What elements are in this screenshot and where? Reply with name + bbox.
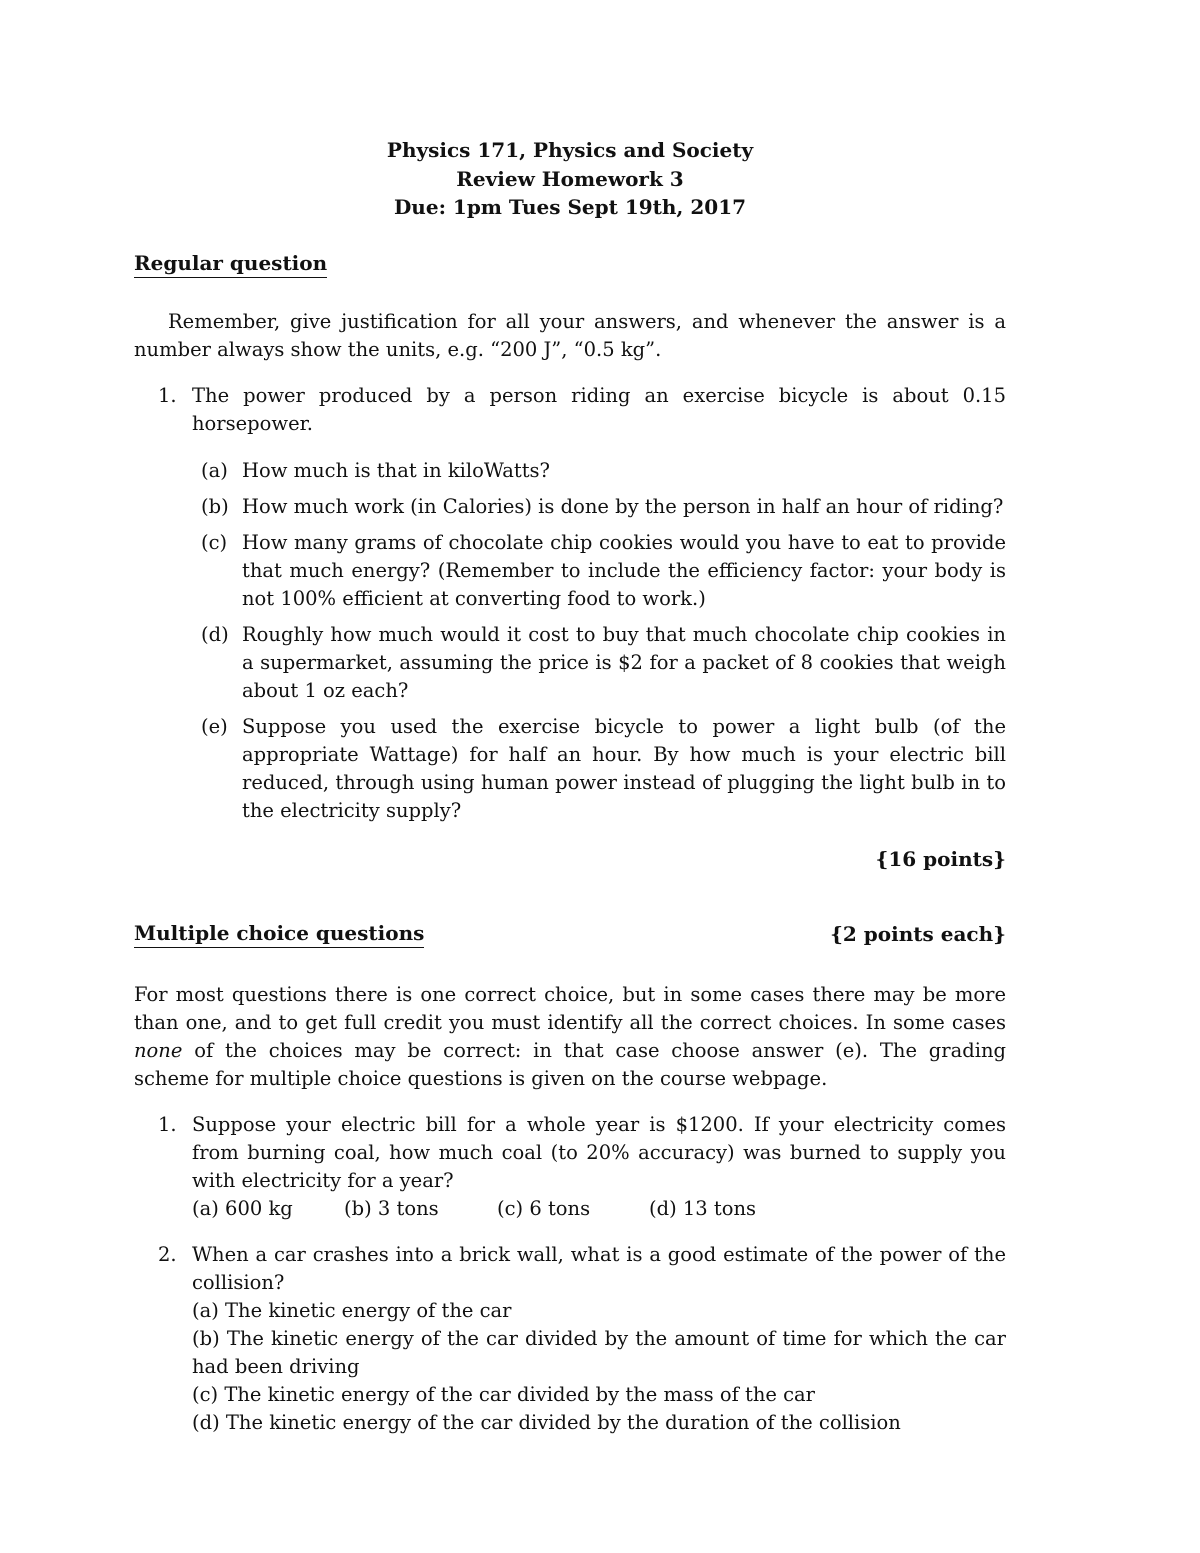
regular-intro: Remember, give justification for all your answers, and whenever the answer is a number always show the units, e.g. “200 J”, “0.5 kg”. <box>134 309 1006 361</box>
subquestion-label: (d) <box>201 622 229 646</box>
subquestion-label: (a) <box>201 458 228 482</box>
mc-intro-post: of the choices may be correct: in that case choose answer (e). The grading scheme for multiple choice questions is given on the course webpage. <box>134 1038 1006 1090</box>
subquestion-c <box>201 529 1006 613</box>
subquestion-label: (c) <box>201 530 228 554</box>
mc-intro <box>134 981 1006 1093</box>
subquestion-text: Roughly how much would it cost to buy that much chocolate chip cookies in a supermarket, assuming the price is $2 for a packet of 8 cookies that weigh about 1 oz each? <box>242 622 1006 702</box>
mc-intro-pre: For most questions there is one correct choice, but in some cases there may be more than one, and to get full credit you must identify all the correct choices. In some cases <box>134 982 1006 1034</box>
subquestion-text: How much work (in Calories) is done by the person in half an hour of riding? <box>242 494 1004 518</box>
mc-question-1 <box>158 1111 1006 1223</box>
question-number: 1. <box>158 383 177 407</box>
question-text: Suppose your electric bill for a whole year is $1200. If your electricity comes from burning coal, how much coal (to 20% accuracy) was burned to supply you with electricity for a year? <box>192 1112 1006 1192</box>
regular-points: {16 points} <box>875 846 1006 871</box>
question-text: The power produced by a person riding an exercise bicycle is about 0.15 horsepower. <box>192 383 1006 435</box>
due-date: Due: 1pm Tues Sept 19th, 2017 <box>393 195 747 219</box>
mc-question-2 <box>158 1241 1006 1437</box>
subquestion-text: How much is that in kiloWatts? <box>242 458 550 482</box>
subquestion-label: (e) <box>201 714 228 738</box>
choice-d: (d) 13 tons <box>649 1196 757 1220</box>
subquestion-b <box>201 493 1006 521</box>
mc-heading-row <box>134 920 1006 948</box>
mc-points: {2 points each} <box>830 921 1006 946</box>
regular-question-1 <box>158 382 1006 438</box>
homework-title: Review Homework 3 <box>456 166 684 191</box>
course-title: Physics 171, Physics and Society <box>386 138 754 162</box>
choice-a: (a) The kinetic energy of the car <box>192 1298 512 1322</box>
choice-b: (b) 3 tons <box>344 1196 439 1220</box>
document-page <box>134 136 1006 1437</box>
multiple-choice-heading: Multiple choice questions <box>134 920 424 948</box>
choice-c: (c) 6 tons <box>497 1196 591 1220</box>
question-number: 2. <box>158 1242 177 1266</box>
subquestion-a <box>201 457 1006 485</box>
subquestion-d <box>201 621 1006 705</box>
choice-b: (b) The kinetic energy of the car divided by the amount of time for which the car had been driving <box>192 1326 1006 1378</box>
choice-a: (a) 600 kg <box>192 1196 293 1220</box>
regular-question-heading: Regular question <box>134 250 327 278</box>
mc-intro-emphasis: none <box>134 1038 183 1062</box>
subquestion-e <box>201 713 1006 825</box>
document-header <box>134 136 1006 222</box>
question-number: 1. <box>158 1112 177 1136</box>
subquestion-text: Suppose you used the exercise bicycle to power a light bulb (of the appropriate Wattage) for half an hour. By how much is your electric bill reduced, through using human power instead of plugging the light bulb in to the electricity supply? <box>242 714 1006 822</box>
choice-c: (c) The kinetic energy of the car divided by the mass of the car <box>192 1382 815 1406</box>
question-text: When a car crashes into a brick wall, what is a good estimate of the power of the collision? <box>192 1242 1006 1294</box>
subquestion-label: (b) <box>201 494 229 518</box>
choice-d: (d) The kinetic energy of the car divided by the duration of the collision <box>192 1410 901 1434</box>
subquestion-text: How many grams of chocolate chip cookies would you have to eat to provide that much energy? (Remember to include the efficiency factor: your body is not 100% efficient at converting food to work.) <box>242 530 1006 610</box>
choice-list <box>192 1195 1006 1223</box>
